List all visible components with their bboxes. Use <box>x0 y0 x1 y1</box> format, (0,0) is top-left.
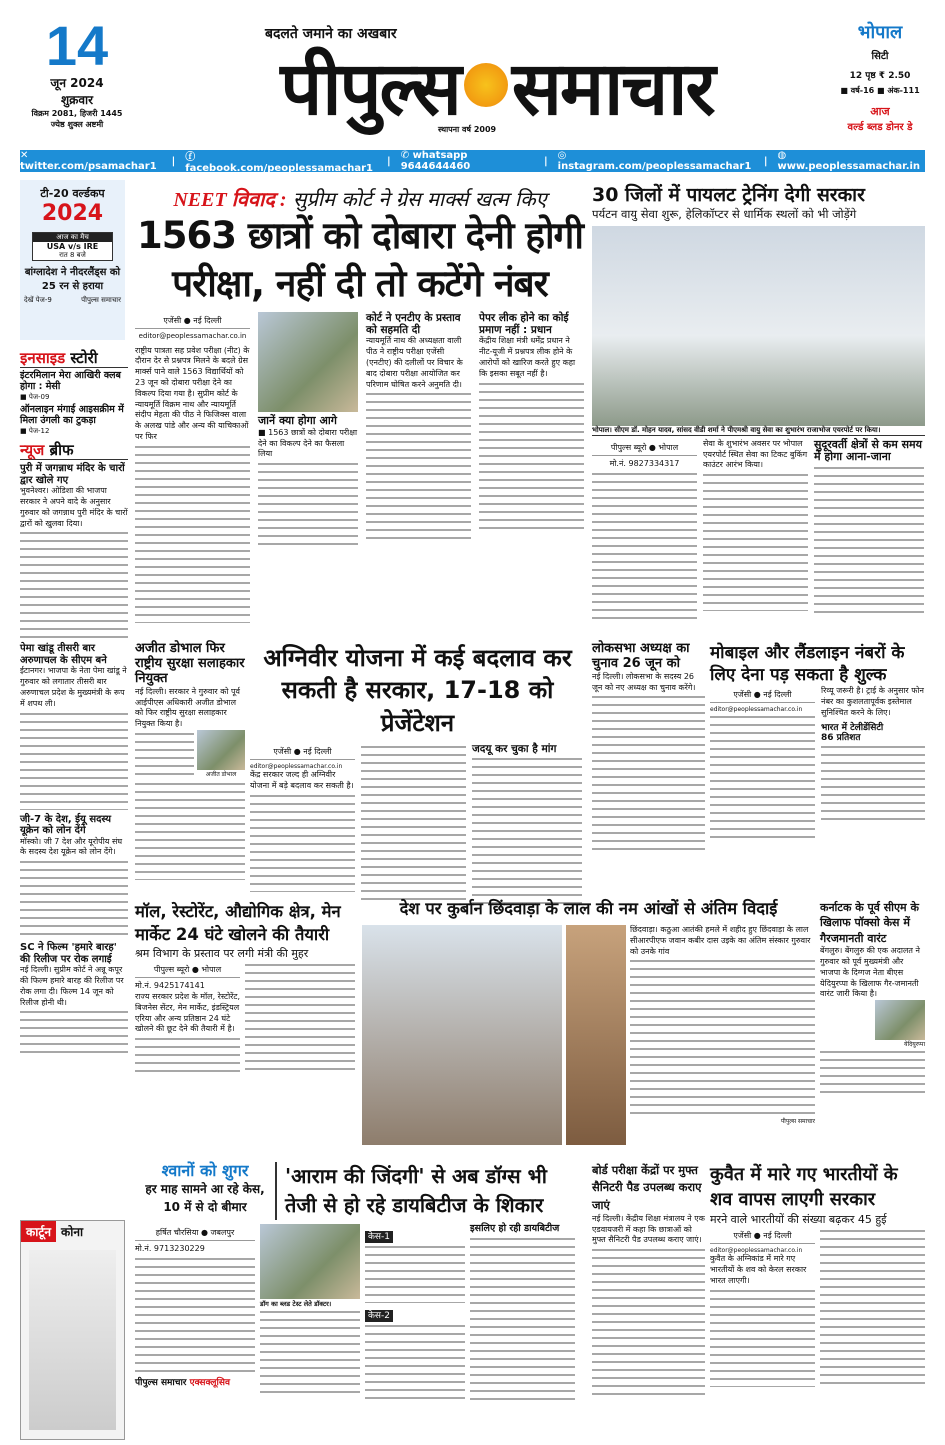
masthead-date <box>22 14 132 130</box>
byline: एजेंसी ● नई दिल्ली <box>250 746 355 760</box>
subhead: पेपर लीक होने का कोई प्रमाण नहीं : प्रधान <box>479 312 569 337</box>
social-link-twitter[interactable] <box>20 150 162 172</box>
article-body: रिव्यू जरूरी है। ट्राई के अनुसार फोन नंबर का कुशलतापूर्वक इस्तेमाल सुनिश्चित करने के लिए। <box>821 686 924 717</box>
founded: स्थापना वर्ष 2009 <box>438 125 497 134</box>
headline: 1563 छात्रों को दोबारा देनी होगी परीक्षा, नहीं दी तो कटेंगे नंबर <box>137 214 583 306</box>
photo-caption: डॉग का ब्लड टेस्ट लेते डॉक्टर। <box>260 1300 332 1308</box>
match-result: बांग्लादेश ने नीदरलैंड्स को 25 रन से हराया <box>24 267 121 292</box>
inside-story <box>20 350 128 1058</box>
calendar: विक्रम 2081, हिजरी 1445 <box>31 109 123 118</box>
teledensity-value: 86 प्रतिशत <box>821 732 861 743</box>
email: editor@peoplessamachar.co.in <box>710 1247 803 1255</box>
brief-item <box>20 643 128 809</box>
brief-item <box>20 463 128 639</box>
tagline: बदलते जमाने का अखबार <box>265 26 397 42</box>
email: editor@peoplessamachar.co.in <box>710 706 803 714</box>
exclusive-tag: एक्सक्लूसिव <box>189 1377 230 1388</box>
karnataka-story <box>820 900 925 1155</box>
twitter-x-icon: ✕ <box>20 150 29 161</box>
social-link-website[interactable] <box>778 150 926 172</box>
t20-box <box>20 180 125 340</box>
article-body: राज्य सरकार प्रदेश के मॉल, रेस्टोरेंट, बिजनेस सेंटर, मेन मार्केट, इंडस्ट्रियल एरिया और अन्य प्रतिष्ठान 24 घंटे खोलने की छूट देने की तैयारी में है। <box>135 991 240 1034</box>
email: editor@peoplessamachar.co.in <box>250 763 343 771</box>
cartoon-label: कोना <box>61 1225 84 1239</box>
section-title: स्टोरी <box>70 349 98 367</box>
headline: ऑनलाइन मंगाई आइसक्रीम में मिला उंगली का टुकड़ा <box>20 404 124 427</box>
next-points: ■ 1563 छात्रों को दोबारा परीक्षा देने का विकल्प देने का फैसला लिया <box>258 427 358 459</box>
subhead: कोर्ट ने एनटीए के प्रस्ताव को सहमति दी <box>366 312 461 337</box>
yediyurappa-photo <box>875 1000 925 1040</box>
subhead: इसलिए हो रही डायबिटीज <box>470 1223 560 1234</box>
article-body: नई दिल्ली। लोकसभा के सदस्य 26 जून को नए अध्यक्ष का चुनाव करेंगे। <box>592 671 696 692</box>
phone: मो.नं. 9827334317 <box>609 458 680 468</box>
byline: हर्षित चौरसिया ● जबलपुर <box>135 1227 255 1241</box>
cartoon-label: कार्टून <box>21 1221 56 1242</box>
headline: SC ने फिल्म 'हमारे बारह' की रिलीज पर रोक लगाई <box>20 942 117 965</box>
phone: मो.नं. 9713230229 <box>135 1244 205 1253</box>
logo-text-left: पीपुल्स <box>280 45 460 132</box>
headline: मोबाइल और लैंडलाइन नंबरों के लिए देना पड़ सकता है शुल्क <box>710 643 905 686</box>
article-body: छिंदवाड़ा। कठुआ आतंकी हमले में शहीद हुए छिंदवाड़ा के लाल सीआरपीएफ जवान कबीर दास उइके का अंतिम संस्कार गुरुवार को उनके गांव <box>630 924 811 956</box>
brief-item <box>20 942 128 1058</box>
tithi: ज्येष्ठ शुक्ल अष्टमी <box>50 120 104 129</box>
doval-story <box>135 642 245 887</box>
mobile-story <box>710 642 925 887</box>
headline: 'आराम की जिंदगी' से अब डॉग्स भी तेजी से हो रहे डायबिटीज के शिकार <box>275 1162 585 1220</box>
phone: मो.नं. 9425174141 <box>135 981 205 991</box>
brief-body: नई दिल्ली। सुप्रीम कोर्ट ने अन्नू कपूर की फिल्म हमारे बारह की रिलीज पर रोक लगा दी। फिल्म 14 जून को रिलीज होनी थी। <box>20 965 124 1007</box>
brief-body: मॉस्को। जी 7 देश और यूरोपीय संघ के सदस्य देश यूक्रेन को लोन देंगे। <box>20 836 123 857</box>
page-ref: ■ पेज-09 <box>20 393 50 402</box>
neet-story <box>135 185 585 635</box>
source: पीपुल्स समाचार <box>780 1118 815 1126</box>
headline: लोकसभा अध्यक्ष का चुनाव 26 जून को <box>592 641 690 671</box>
pen-nib-emblem-icon <box>464 63 508 107</box>
subhead: जदयू कर चुका है मांग <box>472 743 557 756</box>
brand-label: पीपुल्स समाचार <box>135 1377 187 1388</box>
funeral-photo <box>362 925 562 1145</box>
headline: मॉल, रेस्टोरेंट, औद्योगिक क्षेत्र, मेन मार्केट 24 घंटे खोलने की तैयारी <box>135 902 341 945</box>
facebook-icon: ⓕ <box>185 152 196 163</box>
t20-title: टी-20 वर्ल्डकप <box>40 187 105 200</box>
headline: कर्नाटक के पूर्व सीएम के खिलाफ पॉक्सो केस में गैरजमानती वारंट <box>820 901 919 945</box>
byline: एजेंसी ● नई दिल्ली <box>135 315 250 329</box>
social-link-whatsapp[interactable] <box>401 150 534 172</box>
article-body: केंद्रीय शिक्षा मंत्री धर्मेंद्र प्रधान ने नीट-यूजी में प्रश्नपत्र लीक होने के आरोपों को खारिज करते हुए कहा कि इसका सबूत नहीं है। <box>479 336 576 378</box>
aircraft-photo <box>592 226 925 426</box>
photo-caption: जानें क्या होगा आगे <box>258 414 337 428</box>
email: editor@peoplessamachar.co.in <box>138 332 247 341</box>
mall-story <box>135 900 355 1155</box>
brief-body: भुवनेश्वर। ओडिशा की भाजपा सरकार ने अपने वादे के अनुसार गुरुवार को जगन्नाथ पुरी मंदिर के चारों द्वारों को खुलवा दिया। <box>20 486 128 528</box>
section-title: न्यूज <box>20 440 45 459</box>
match-teams: USA v/s IRE <box>46 242 99 251</box>
article-body: नई दिल्ली। केंद्रीय शिक्षा मंत्रालय ने एक एडवायजरी में कहा कि छात्राओं को मुफ्त सैनिटरी पैड उपलब्ध कराए जाएं। <box>592 1213 705 1245</box>
article-body: कुवैत के अग्निकांड में मारे गए भारतीयों के शव को केरल सरकार भारत लाएगी। <box>710 1254 807 1285</box>
date-day: 14 <box>45 14 109 77</box>
board-exam-story <box>592 1162 705 1442</box>
brief-item <box>20 814 128 939</box>
today-label: आज <box>870 105 890 118</box>
article-body: राष्ट्रीय पात्रता सह प्रवेश परीक्षा (नीट) के दौरान देर से प्रश्नपत्र मिलने के बदले ग्रेस मार्क्स पाने वाले 1563 विद्यार्थियों को 23 जून को दोबारा परीक्षा देने का विकल्प दिया गया है। सुप्रीम कोर्ट के न्यायमूर्ति विक्रम नाथ और न्यायमूर्ति संदीप मेहता की पीठ ने फिजिक्स वाला के अलख पांडे और अन्य की याचिकाओं पर फिर <box>135 345 250 441</box>
headline: 30 जिलों में पायलट ट्रेनिंग देगी सरकार <box>592 184 865 206</box>
link-label: facebook.com/peoplessamachar1 <box>185 163 373 174</box>
kicker: श्वानों को शुगर <box>161 1161 249 1180</box>
today-event: वर्ल्ड ब्लड डोनर डे <box>847 122 913 133</box>
case-label: केस-1 <box>365 1231 393 1243</box>
social-bar: ✕ twitter.com/psamachar1 | ⓕ facebook.com/peoplessamachar1 | ✆ whatsapp 9644644460 | ◎ instagram.com/peoplessamachar1 | ◍ www.peoplessamachar.in <box>20 150 925 172</box>
cartoon-image <box>29 1250 116 1430</box>
case-label: केस-2 <box>365 1310 393 1322</box>
byline: एजेंसी ● नई दिल्ली <box>710 689 815 703</box>
photo-caption: भोपाल। सीएम डॉ. मोहन यादव, सांसद वीडी शर्मा ने पीएमश्री वायु सेवा का शुभारंभ राजाभोज एयरपोर्ट पर किया। <box>592 426 925 436</box>
headline: कुवैत में मारे गए भारतीयों के शव वापस लाएगी सरकार <box>710 1164 898 1211</box>
headline: इंटरमिलान मेरा आखिरी क्लब होगा : मेसी <box>20 370 121 393</box>
link-label: twitter.com/psamachar1 <box>20 161 157 172</box>
globe-icon: ◍ <box>777 150 787 161</box>
social-link-instagram[interactable] <box>558 150 754 172</box>
source: पीपुल्स समाचार <box>81 296 121 304</box>
inside-item[interactable] <box>20 405 128 436</box>
loksabha-story <box>592 642 705 887</box>
whatsapp-icon: ✆ <box>400 150 410 161</box>
t20-year: 2024 <box>41 201 104 226</box>
link-label: www.peoplessamachar.in <box>777 161 921 172</box>
section-title: इनसाइड <box>20 349 66 367</box>
headline: पुरी में जगन्नाथ मंदिर के चारों द्वार खोले गए <box>20 463 125 486</box>
section-title: ब्रीफ <box>49 440 74 459</box>
headline: अजीत डोभाल फिर राष्ट्रीय सुरक्षा सलाहकार नियुक्त <box>135 641 245 686</box>
brief-body: ईटानगर। भाजपा के नेता पेमा खांडू ने गुरुवार को लगातार तीसरी बार अरुणाचल प्रदेश के मुख्यमंत्री के रूप में शपथ ली। <box>20 666 127 708</box>
byline: पीपुल्स ब्यूरो ● भोपाल <box>592 442 697 456</box>
subhead: श्रम विभाग के प्रस्ताव पर लगी मंत्री की मुहर <box>135 947 309 961</box>
logo-text-right: समाचार <box>511 45 714 132</box>
subhead: पर्यटन वायु सेवा शुरू, हेलिकॉप्टर से धार्मिक स्थलों को भी जोड़ेंगे <box>592 206 857 221</box>
mourners-photo <box>566 925 626 1145</box>
match-time: रात 8 बजे <box>59 251 86 259</box>
byline: एजेंसी ● नई दिल्ली <box>710 1230 815 1244</box>
weekday: शुक्रवार <box>60 93 94 107</box>
date-month: जून 2024 <box>50 76 104 90</box>
agniveer-story <box>250 642 585 887</box>
dog-blood-test-photo <box>260 1224 360 1299</box>
link-label: whatsapp 9644644460 <box>400 150 471 172</box>
edition-info <box>830 20 930 133</box>
byline: पीपुल्स ब्यूरो ● भोपाल <box>135 964 240 978</box>
city: भोपाल <box>857 22 903 43</box>
supreme-court-photo <box>258 312 358 412</box>
match-label: आज का मैच <box>33 233 112 242</box>
headline: बोर्ड परीक्षा केंद्रों पर मुफ्त सैनिटरी पैड उपलब्ध कराए जाएं <box>592 1163 702 1212</box>
box-heading: भारत में टेलीडेंसिटी <box>821 722 884 733</box>
headline: अग्निवीर योजना में कई बदलाव कर सकती है सरकार, 17-18 को प्रेजेंटेशन <box>263 644 572 737</box>
inside-item[interactable] <box>20 371 128 402</box>
article-body: न्यायमूर्ति नाथ की अध्यक्षता वाली पीठ ने राष्ट्रीय परीक्षा एजेंसी (एनटीए) की दलीलों पर विचार के बाद दोबारा परीक्षा आयोजित कर परिणाम घोषित करने अनुमति दी। <box>366 336 463 389</box>
pilot-story <box>592 185 925 635</box>
headline: देश पर कुर्बान छिंदवाड़ा के लाल की नम आंखों से अंतिम विदाई <box>399 899 778 918</box>
pages-price: 12 पृष्ठ ₹ 2.50 <box>849 71 911 81</box>
headline: जी-7 के देश, ईयू सदस्य यूक्रेन को लोन देंगे <box>20 813 112 837</box>
kurbani-story <box>362 900 815 1155</box>
article-body: बेंगलुरु। बेंगलुरु की एक अदालत ने गुरुवार को पूर्व मुख्यमंत्री और भाजपा के दिग्गज नेता बीएस येदियुरप्पा के खिलाफ गैर-जमानती वारंट जारी किया है। <box>820 946 920 999</box>
article-body: केंद्र सरकार जल्द ही अग्निवीर योजना में बड़े बदलाव कर सकती है। <box>250 770 354 790</box>
newspaper-logo <box>172 40 822 130</box>
social-link-facebook[interactable] <box>185 148 377 174</box>
subhead: मरने वाले भारतीयों की संख्या बढ़कर 45 हुई <box>710 1213 887 1227</box>
photo-caption: अजीत डोभाल <box>205 771 237 778</box>
kuwait-story <box>710 1162 925 1442</box>
cartoon-corner <box>20 1220 125 1440</box>
instagram-icon: ◎ <box>557 150 567 161</box>
subhead: सुदूरवर्ती क्षेत्रों से कम समय में होगा आना-जाना <box>814 437 922 464</box>
kicker-sub: सुप्रीम कोर्ट ने ग्रेस मार्क्स खत्म किए <box>292 187 547 211</box>
photo-caption: येदियुरप्पा <box>904 1041 925 1049</box>
kicker: NEET विवाद : <box>173 189 287 211</box>
dogs-story <box>135 1162 585 1442</box>
edition: सिटी <box>871 51 889 62</box>
page-ref: देखें पेज-9 <box>24 296 52 304</box>
article-body: नई दिल्ली। सरकार ने गुरुवार को पूर्व आईपीएस अधिकारी अजीत डोभाल को फिर राष्ट्रीय सुरक्षा सलाहकार नियुक्त किया है। <box>135 686 240 729</box>
volume: ■ वर्ष-16 ■ अंक-111 <box>840 86 920 95</box>
headline: पेमा खांडू तीसरी बार अरुणाचल के सीएम बने <box>20 643 107 666</box>
link-label: instagram.com/peoplessamachar1 <box>557 161 752 172</box>
page-ref: ■ पेज-12 <box>20 426 50 435</box>
article-body: सेवा के शुभारंभ अवसर पर भोपाल एयरपोर्ट स्थित सेवा का टिकट बुकिंग काउंटर आरंभ किया। <box>703 438 808 470</box>
doval-photo <box>197 730 245 770</box>
kicker-sub: हर माह सामने आ रहे केस, 10 में से दो बीमार <box>145 1182 265 1215</box>
